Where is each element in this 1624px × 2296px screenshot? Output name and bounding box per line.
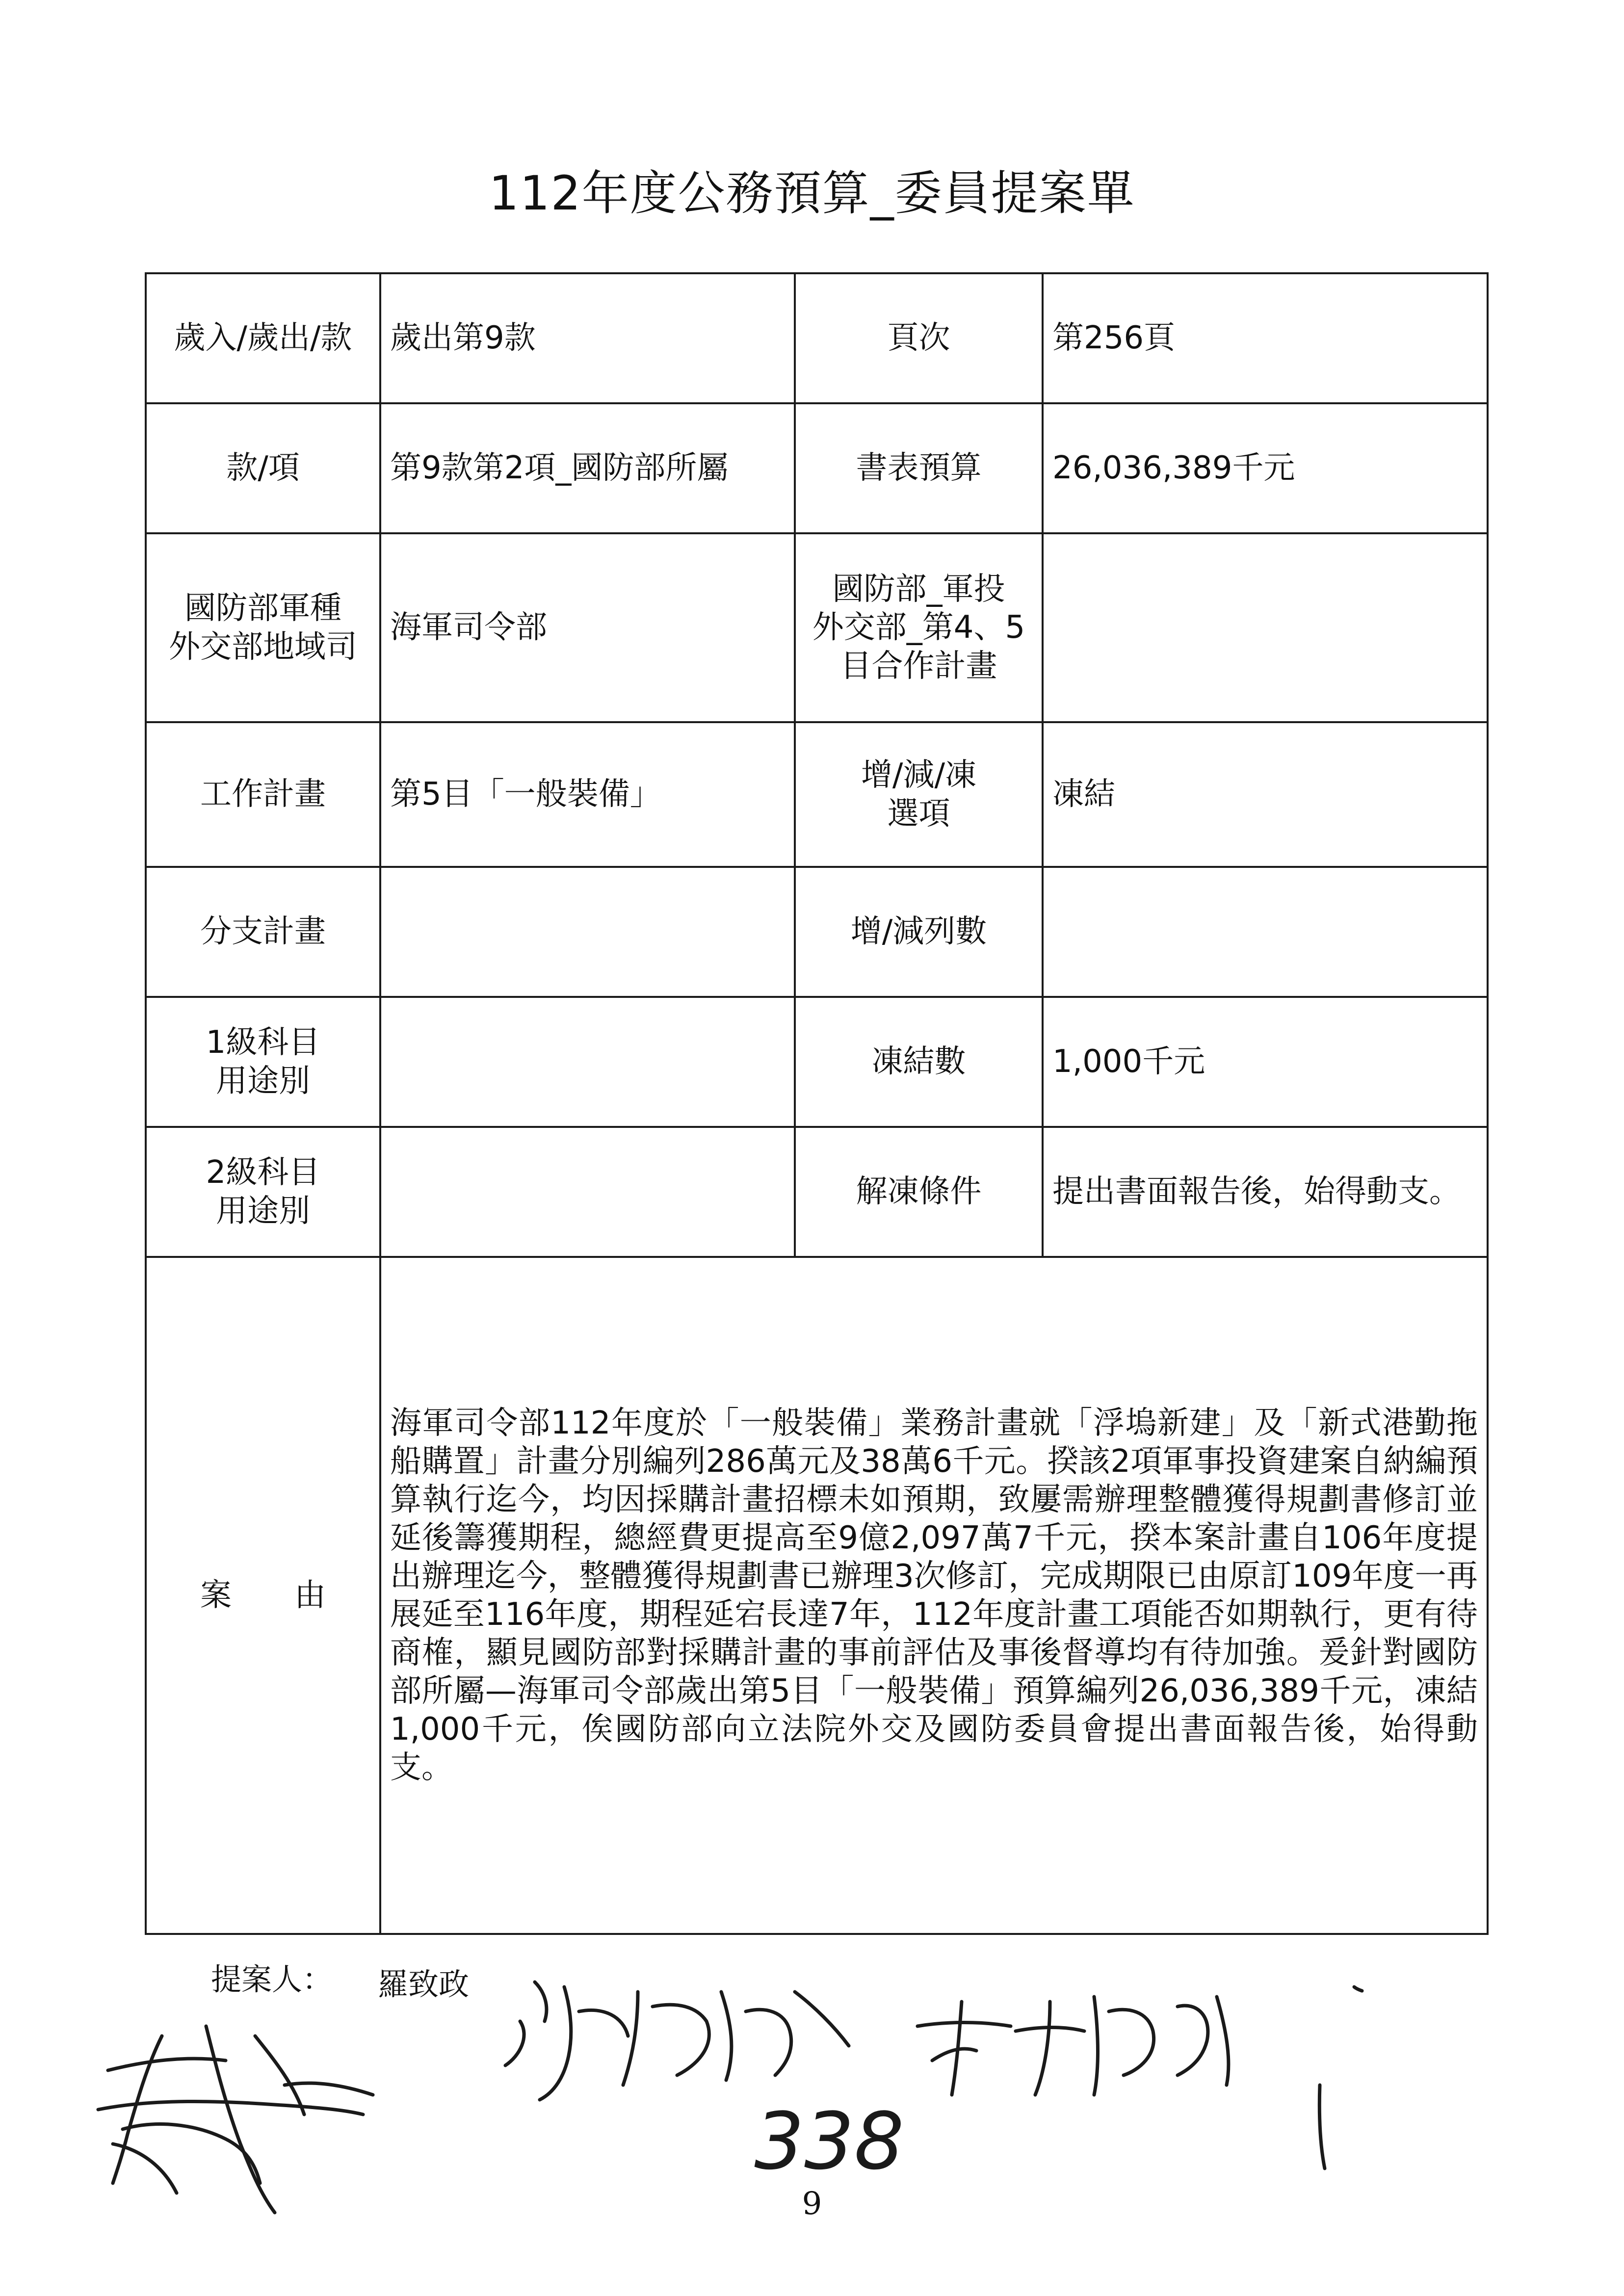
label-agency-line1: 國防部軍種 [184, 590, 341, 627]
handwritten-signature-2 [505, 1982, 849, 2100]
value-level1 [380, 997, 795, 1127]
row-agency [146, 533, 1488, 722]
value-cooperation-plan [1043, 533, 1488, 722]
value-item: 第9款第2項_國防部所屬 [380, 403, 795, 533]
label-section: 歲入/歲出/款 [146, 273, 380, 403]
label-unfreeze-condition: 解凍條件 [795, 1127, 1043, 1257]
value-level2 [380, 1127, 795, 1257]
label-level2-line2: 用途別 [216, 1193, 310, 1229]
proposer-name: 羅致政 [378, 1966, 470, 2002]
label-adjust-option [795, 722, 1043, 867]
page-title: 112年度公務預算_委員提案單 [489, 166, 1135, 221]
value-section: 歲出第9款 [380, 273, 795, 403]
row-level2 [146, 1127, 1488, 1257]
row-level1 [146, 997, 1488, 1127]
label-cooperation-line2: 外交部_第4、5 [812, 609, 1025, 646]
value-page: 第256頁 [1043, 273, 1488, 403]
label-branch-plan: 分支計畫 [146, 867, 380, 997]
value-work-plan: 第5目「一般裝備」 [380, 722, 795, 867]
label-level2 [146, 1127, 380, 1257]
handwritten-number: 338 [754, 2095, 904, 2187]
value-adjust-option: 凍結 [1043, 722, 1488, 867]
label-freeze-amount: 凍結數 [795, 997, 1043, 1127]
label-page: 頁次 [795, 273, 1043, 403]
page-number: 9 [802, 2186, 822, 2222]
handwritten-signature-3 [917, 1987, 1362, 2168]
row-section [146, 273, 1488, 403]
row-branch-plan [146, 867, 1488, 997]
value-freeze-amount: 1,000千元 [1043, 997, 1488, 1127]
label-adjust-line1: 增/減/凍 [861, 757, 977, 794]
value-budget: 26,036,389千元 [1043, 403, 1488, 533]
label-agency-line2: 外交部地域司 [169, 628, 357, 665]
value-branch-plan [380, 867, 795, 997]
value-agency: 海軍司令部 [380, 533, 795, 722]
label-level1-line2: 用途別 [216, 1063, 310, 1099]
label-level2-line1: 2級科目 [206, 1154, 320, 1191]
row-work-plan [146, 722, 1488, 867]
row-item [146, 403, 1488, 533]
handwritten-signature-1 [98, 2026, 373, 2213]
label-cooperation-line1: 國防部_軍投 [832, 571, 1005, 608]
value-adjust-amount [1043, 867, 1488, 997]
label-work-plan: 工作計畫 [146, 722, 380, 867]
label-cooperation-plan [795, 533, 1043, 722]
label-level1-line1: 1級科目 [206, 1024, 320, 1061]
label-item: 款/項 [146, 403, 380, 533]
label-cooperation-line3: 目合作計畫 [840, 648, 997, 684]
row-reason [146, 1257, 1488, 1934]
reason-text: 海軍司令部112年度於「一般裝備」業務計畫就「浮塢新建」及「新式港勤拖船購置」計畫分別編列286萬元及38萬6千元。揆該2項軍事投資建案自納編預算執行迄今，均因採購計畫招標未如預期，致屢需辦理整體獲得規劃書修訂並延後籌獲期程，總經費更提高至9億2,097萬7千元，揆本案計畫自106年度提出辦理迄今，整體獲得規劃書已辦理3次修訂，完成期限已由原訂109年度一再展延至116年度，期程延宕長達7年，112年度計畫工項能否如期執行，更有待商榷，顯見國防部對採購計畫的事前評估及事後督導均有待加強。爰針對國防部所屬—海軍司令部歲出第5目「一般裝備」預算編列26,036,389千元，凍結1,000千元，俟國防部向立法院外交及國防委員會提出書面報告後，始得動支。 [380, 1257, 1488, 1934]
label-reason: 案 由 [146, 1257, 380, 1934]
value-unfreeze-condition: 提出書面報告後，始得動支。 [1043, 1127, 1488, 1257]
proposer-label: 提案人： [211, 1961, 333, 1997]
label-agency [146, 533, 380, 722]
label-budget: 書表預算 [795, 403, 1043, 533]
proposal-form-table [145, 272, 1489, 1935]
label-adjust-line2: 選項 [887, 795, 950, 832]
label-adjust-amount: 增/減列數 [795, 867, 1043, 997]
label-level1 [146, 997, 380, 1127]
